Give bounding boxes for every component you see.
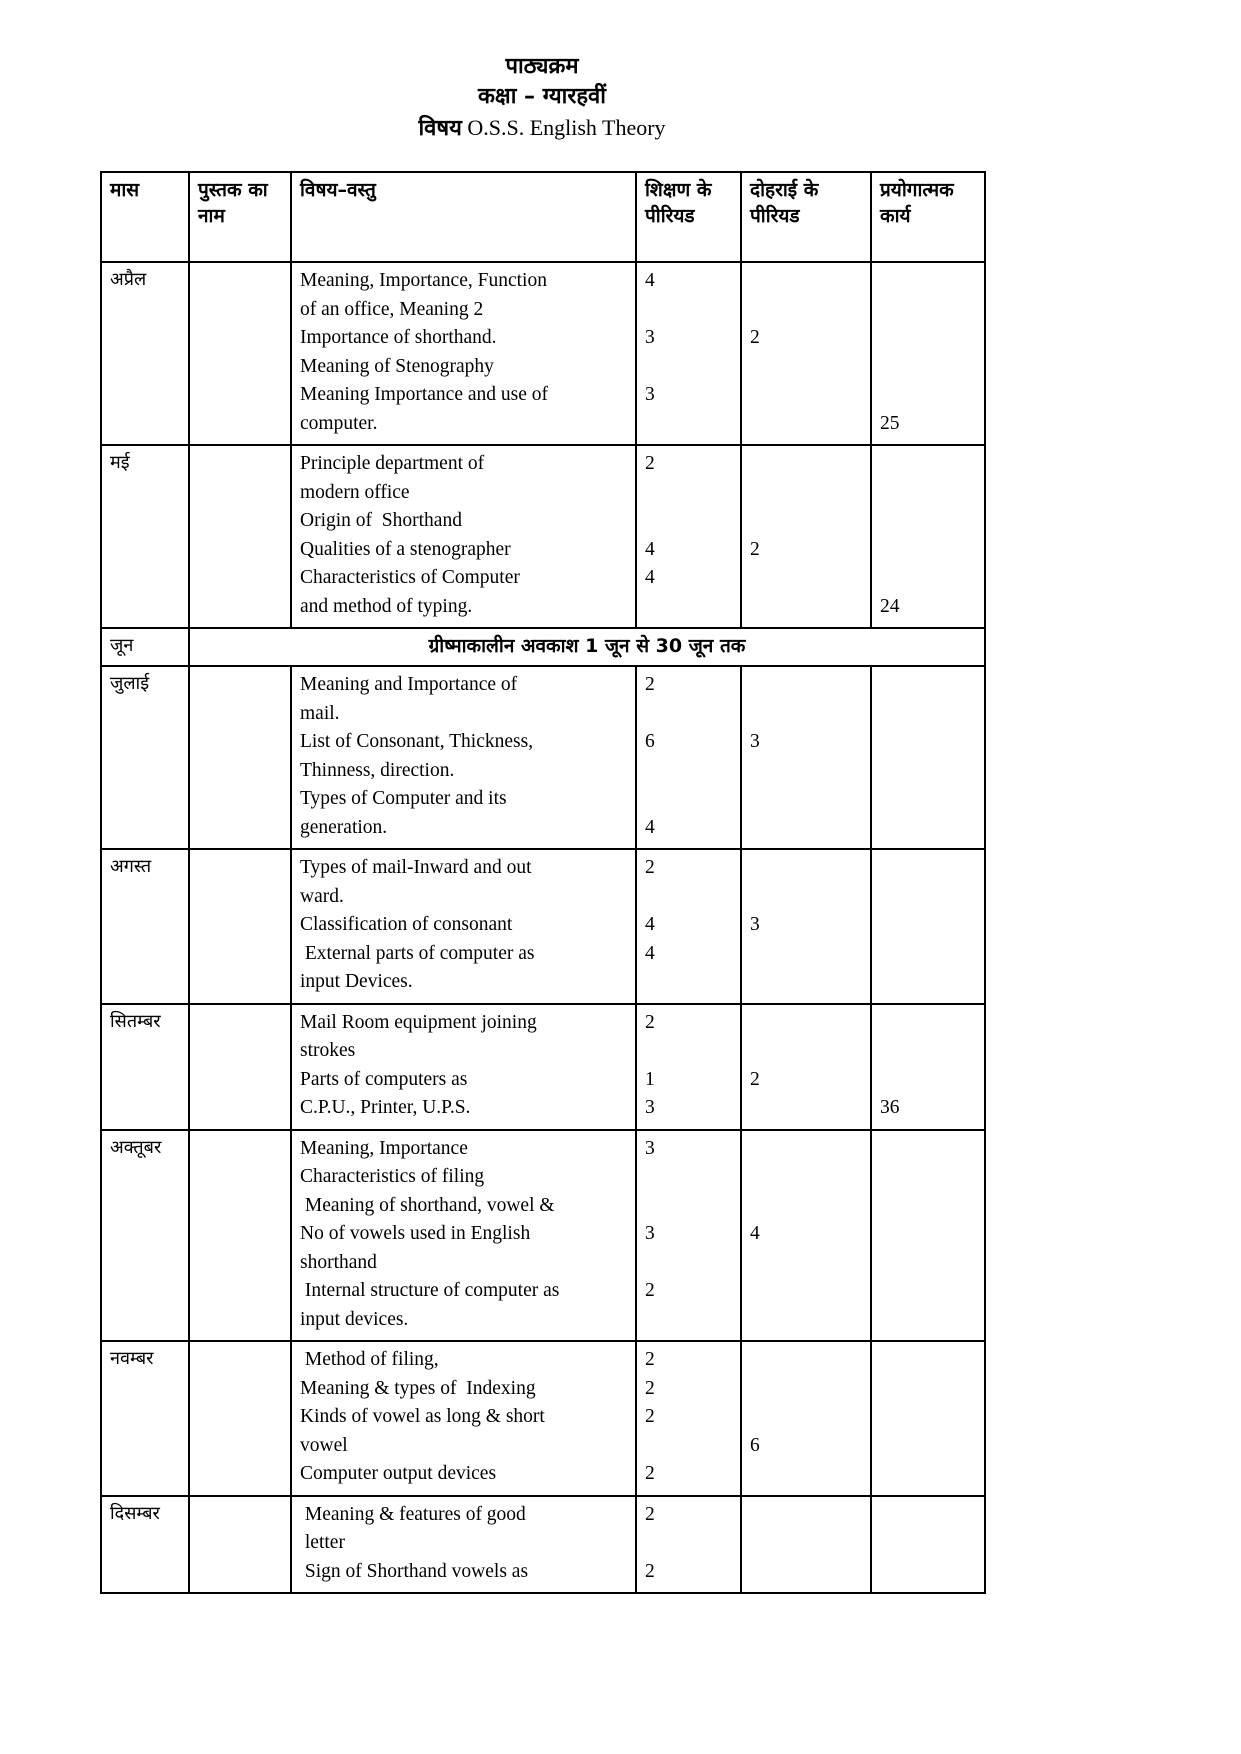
revision-period-value [750,700,862,729]
practical-work-value: 25 [880,412,900,434]
teaching-period-value: 3 [645,1223,655,1244]
subject-matter-cell [291,1496,636,1594]
document-content [100,52,984,1594]
table-body [101,262,985,1593]
practical-work-value [880,324,976,353]
subject-matter-cell [291,1130,636,1342]
content-line: ward. [300,885,344,907]
practical-work-value [880,757,976,786]
content-line: letter [300,1532,345,1553]
content-line: computer. [300,412,378,434]
month-row [101,666,985,849]
revision-period-value [750,854,862,883]
practical-work-value [880,883,976,912]
book-name-cell [189,1130,291,1342]
practical-work-value [880,564,976,593]
teaching-periods-cell [636,445,741,628]
practical-work-value [880,1135,976,1164]
header-book-name: पुस्तक का नाम [189,172,291,262]
revision-period-value: 6 [750,1434,760,1456]
revision-period-value [750,1135,862,1164]
teaching-period-value: 2 [645,1406,655,1427]
practical-work-cell [871,666,985,849]
revision-period-value [750,267,862,296]
teaching-periods-cell [636,262,741,445]
teaching-period-value [645,757,732,786]
revision-period-value [750,1249,862,1278]
teaching-period-value [645,1249,732,1278]
content-line: generation. [300,816,388,838]
teaching-period-value: 2 [645,1280,655,1301]
content-line: Characteristics of filing [300,1166,485,1187]
content-line: modern office [300,481,410,503]
revision-period-value [750,814,862,843]
month-row [101,1130,985,1342]
teaching-period-value [645,785,732,814]
month-cell: अक्तूबर [101,1130,189,1342]
practical-work-value [880,1037,976,1066]
revision-period-value: 2 [750,327,760,348]
teaching-periods-cell [636,849,741,1004]
revision-period-value [750,1192,862,1221]
teaching-period-value: 4 [645,567,655,588]
header-subject-matter: विषय–वस्तु [291,172,636,262]
subject-matter-cell [291,1341,636,1496]
teaching-period-value: 2 [645,453,655,474]
revision-period-value [750,883,862,912]
revision-period-value [750,296,862,325]
revision-periods-cell [741,262,871,445]
practical-work-value [880,1066,976,1095]
revision-period-value [750,410,862,439]
revision-period-value [750,1346,862,1375]
practical-work-value [880,1529,976,1558]
practical-work-value [880,1375,976,1404]
header-revision-periods: दोहराई के पीरियड [741,172,871,262]
teaching-period-value [645,1306,732,1335]
teaching-period-value: 4 [645,270,655,291]
practical-work-value [880,911,976,940]
vacation-row [101,628,985,666]
revision-period-value: 3 [750,731,760,752]
syllabus-table [100,171,986,1594]
teaching-period-value [645,353,732,382]
month-row [101,1496,985,1594]
month-row [101,1341,985,1496]
subject-matter-cell [291,666,636,849]
title-line-2: कक्षा – ग्यारहवीं [478,84,606,109]
practical-work-value [880,1501,976,1530]
content-line: No of vowels used in English [300,1223,531,1244]
content-line: Types of mail-Inward and out [300,857,532,878]
content-line: Characteristics of Computer [300,567,520,588]
practical-work-value [880,1009,976,1038]
teaching-periods-cell [636,1130,741,1342]
practical-work-value: 36 [880,1097,900,1118]
practical-work-cell [871,1496,985,1594]
practical-work-value [880,785,976,814]
revision-periods-cell [741,1341,871,1496]
practical-work-value [880,507,976,536]
book-name-cell [189,445,291,628]
month-cell: अगस्त [101,849,189,1004]
teaching-period-value: 1 [645,1068,655,1090]
revision-period-value [750,1501,862,1530]
book-name-cell [189,849,291,1004]
revision-period-value [750,1403,862,1432]
practical-work-value: 24 [880,595,900,617]
practical-work-value [880,479,976,508]
content-line: input Devices. [300,971,413,992]
practical-work-value [880,700,976,729]
revision-period-value [750,353,862,382]
practical-work-cell [871,1004,985,1130]
teaching-period-value [645,479,732,508]
teaching-period-value: 3 [645,384,655,405]
revision-periods-cell [741,849,871,1004]
revision-period-value [750,1529,862,1558]
content-line: External parts of computer as [300,942,535,964]
content-line: mail. [300,702,340,724]
teaching-period-value: 4 [645,914,655,935]
month-cell: जून [101,628,189,666]
content-line: Classification of consonant [300,914,513,935]
book-name-cell [189,1496,291,1594]
revision-period-value [750,1277,862,1306]
practical-work-value [880,1163,976,1192]
teaching-period-value: 2 [645,1349,655,1370]
teaching-period-value: 2 [645,1503,655,1525]
teaching-period-value [645,1192,732,1221]
practical-work-value [880,381,976,410]
teaching-period-value: 2 [645,1560,655,1582]
teaching-period-value [645,968,732,997]
book-name-cell [189,1004,291,1130]
header-row [101,172,985,262]
revision-periods-cell [741,666,871,849]
revision-period-value [750,785,862,814]
teaching-period-value: 2 [645,1011,655,1033]
revision-period-value [750,450,862,479]
subject-value: O.S.S. English Theory [467,115,666,140]
title-line-3 [100,112,984,145]
teaching-period-value [645,593,732,622]
revision-periods-cell [741,1130,871,1342]
practical-work-value [880,1220,976,1249]
revision-period-value [750,940,862,969]
content-line: and method of typing. [300,595,473,617]
practical-work-value [880,968,976,997]
content-line: Sign of Shorthand vowels as [300,1560,529,1582]
content-line: Method of filing, [300,1349,439,1370]
revision-period-value [750,479,862,508]
revision-period-value [750,1306,862,1335]
revision-period-value [750,1460,862,1489]
revision-period-value [750,1375,862,1404]
revision-period-value: 2 [750,1068,760,1090]
month-cell: मई [101,445,189,628]
content-line: input devices. [300,1308,409,1330]
revision-period-value [750,1009,862,1038]
teaching-period-value: 2 [645,857,655,878]
month-row [101,445,985,628]
revision-period-value [750,564,862,593]
title-line-1: पाठ्यक्रम [505,54,579,79]
content-line: Origin of Shorthand [300,510,462,531]
content-line: Meaning & types of Indexing [300,1377,536,1399]
content-line: strokes [300,1040,356,1061]
month-row [101,849,985,1004]
practical-work-value [880,1249,976,1278]
subject-matter-cell [291,445,636,628]
content-line: Types of Computer and its [300,788,507,809]
month-cell: अप्रैल [101,262,189,445]
revision-period-value: 2 [750,538,760,560]
header-month: मास [101,172,189,262]
teaching-period-value: 2 [645,1463,655,1484]
practical-work-value [880,1346,976,1375]
content-line: Meaning, Importance [300,1137,468,1159]
revision-period-value [750,1558,862,1587]
vacation-note: ग्रीष्माकालीन अवकाश 1 जून से 30 जून तक [189,628,985,666]
teaching-period-value: 4 [645,538,655,560]
content-line: C.P.U., Printer, U.P.S. [300,1097,471,1118]
revision-period-value [750,968,862,997]
month-row [101,1004,985,1130]
revision-periods-cell [741,445,871,628]
revision-period-value [750,507,862,536]
content-line: Meaning Importance and use of [300,384,548,405]
practical-work-value [880,353,976,382]
month-cell: जुलाई [101,666,189,849]
content-line: vowel [300,1434,348,1456]
revision-period-value: 4 [750,1223,760,1244]
practical-work-cell [871,1341,985,1496]
practical-work-value [880,1460,976,1489]
revision-periods-cell [741,1496,871,1594]
revision-periods-cell [741,1004,871,1130]
revision-period-value [750,1094,862,1123]
content-line: Principle department of [300,453,485,474]
revision-period-value: 3 [750,914,760,935]
header-practical-work: प्रयोगात्मक कार्य [871,172,985,262]
practical-work-value [880,1403,976,1432]
teaching-period-value: 4 [645,816,655,838]
teaching-periods-cell [636,1004,741,1130]
teaching-period-value [645,1037,732,1066]
teaching-period-value [645,296,732,325]
teaching-period-value: 2 [645,674,655,695]
subject-matter-cell [291,849,636,1004]
content-line: List of Consonant, Thickness, [300,731,534,752]
month-cell: सितम्बर [101,1004,189,1130]
teaching-period-value [645,410,732,439]
book-name-cell [189,666,291,849]
practical-work-cell [871,1130,985,1342]
practical-work-value [880,1277,976,1306]
revision-period-value [750,1037,862,1066]
month-cell: दिसम्बर [101,1496,189,1594]
teaching-period-value: 4 [645,942,655,964]
document-title-block [100,52,984,145]
practical-work-value [880,814,976,843]
teaching-periods-cell [636,1341,741,1496]
content-line: Parts of computers as [300,1068,468,1090]
practical-work-cell [871,445,985,628]
practical-work-value [880,728,976,757]
content-line: Meaning & features of good [300,1503,526,1525]
content-line: Meaning of Stenography [300,355,494,377]
practical-work-value [880,1432,976,1461]
content-line: shorthand [300,1251,377,1273]
practical-work-cell [871,262,985,445]
content-line: Internal structure of computer as [300,1280,560,1301]
content-line: Mail Room equipment joining [300,1011,537,1033]
teaching-period-value: 3 [645,1137,655,1159]
practical-work-value [880,267,976,296]
practical-work-cell [871,849,985,1004]
revision-period-value [750,381,862,410]
revision-period-value [750,757,862,786]
practical-work-value [880,450,976,479]
teaching-period-value [645,883,732,912]
book-name-cell [189,1341,291,1496]
month-cell: नवम्बर [101,1341,189,1496]
revision-period-value [750,671,862,700]
book-name-cell [189,262,291,445]
practical-work-value [880,1306,976,1335]
teaching-period-value [645,507,732,536]
practical-work-value [880,536,976,565]
teaching-period-value: 6 [645,731,655,752]
teaching-periods-cell [636,1496,741,1594]
teaching-period-value [645,1432,732,1461]
content-line: Importance of shorthand. [300,327,497,348]
teaching-period-value [645,700,732,729]
content-line: Meaning and Importance of [300,674,518,695]
practical-work-value [880,671,976,700]
content-line: of an office, Meaning 2 [300,298,484,320]
content-line: Computer output devices [300,1463,497,1484]
content-line: Thinness, direction. [300,759,455,781]
month-row [101,262,985,445]
practical-work-value [880,1192,976,1221]
teaching-periods-cell [636,666,741,849]
practical-work-value [880,940,976,969]
teaching-period-value: 2 [645,1377,655,1399]
revision-period-value [750,1163,862,1192]
teaching-period-value: 3 [645,327,655,348]
teaching-period-value [645,1529,732,1558]
practical-work-value [880,1558,976,1587]
subject-matter-cell [291,1004,636,1130]
practical-work-value [880,296,976,325]
content-line: Qualities of a stenographer [300,538,511,560]
practical-work-value [880,854,976,883]
content-line: Meaning of shorthand, vowel & [300,1194,555,1216]
teaching-period-value: 3 [645,1097,655,1118]
content-line: Meaning, Importance, Function [300,270,547,291]
teaching-period-value [645,1163,732,1192]
subject-matter-cell [291,262,636,445]
content-line: Kinds of vowel as long & short [300,1406,545,1427]
revision-period-value [750,593,862,622]
subject-label: विषय [418,116,462,141]
header-teaching-periods: शिक्षण के पीरियड [636,172,741,262]
